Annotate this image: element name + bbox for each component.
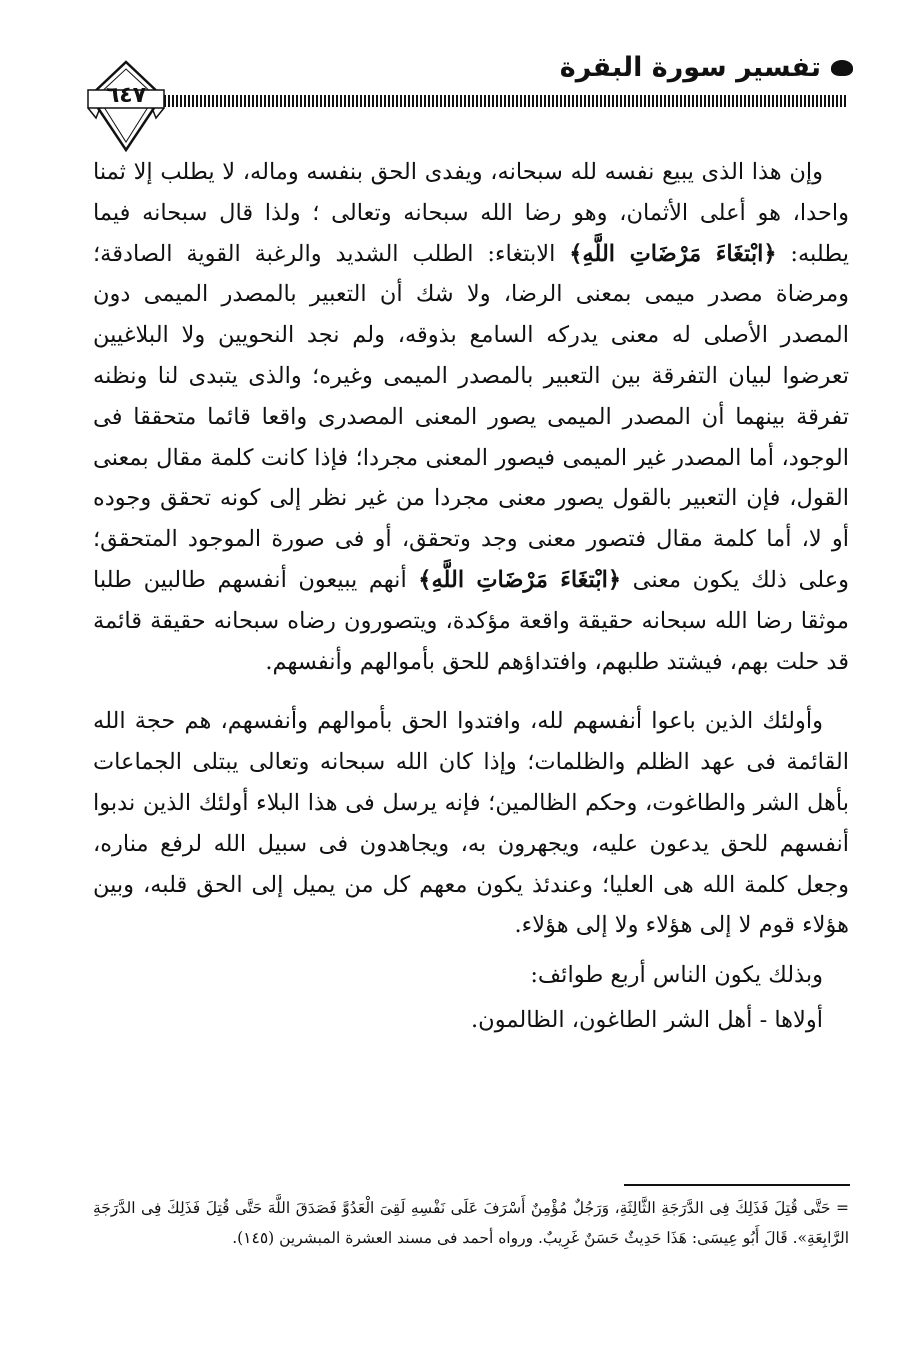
footnote: = حَتَّى قُتِلَ فَذَلِكَ فِى الدَّرَجَةِ الثَّالِثَةِ، وَرَجُلٌ مُؤْمِنٌ أَسْرَفَ عَلَى نَفْسِهِ لَقِىَ الْعَدُوَّ فَصَدَقَ اللَّهَ حَتَّى قُتِلَ فَذَلِكَ فِى الدَّرَجَةِ الرَّابِعَةِ». قَالَ أَبُو عِيسَى: هَذَا حَدِيثٌ حَسَنٌ غَرِيبٌ. ورواه أحمد فى مسند العشرة المبشرين (١٤٥). xyxy=(93,1199,849,1247)
quran-quote-2: ﴿ابْتغَاءَ مَرْضَاتِ اللَّهِ﴾ xyxy=(418,566,622,593)
page-number: ٦٤٧ xyxy=(105,83,147,108)
header-rule xyxy=(160,95,848,107)
paragraph-3: وبذلك يكون الناس أربع طوائف: xyxy=(530,962,823,989)
paragraph-1-text-a: وإن هذا الذى يبيع نفسه لله سبحانه، ويفدى الحق بنفسه وماله، لا يطلب إلا ثمنا واحدا، هو أعلى الأثمان، وهو رضا الله سبحانه وتعالى ؛ ولذا قال سبحانه فيما يطلبه: xyxy=(93,159,849,267)
page-header xyxy=(0,0,923,150)
running-title-text: تفسير سورة البقرة xyxy=(559,52,821,83)
paragraph-1-text-c: أنهم يبيعون أنفسهم طالبين طلبا موثقا رضا الله سبحانه حقيقة واقعة مؤكدة، ويتصورون رضاه سبحانه حقيقة قائمة قد حلت بهم، فيشتد طلبهم، وافتداؤهم للحق بأموالهم وأنفسهم. xyxy=(93,566,849,675)
paragraph-2: وأولئك الذين باعوا أنفسهم لله، وافتدوا الحق بأموالهم وأنفسهم، هم حجة الله القائمة فى عهد الظلم والظلمات؛ وإذا كان الله سبحانه وتعالى يبتلى الجماعات بأهل الشر والطاغوت، وحكم الظالمين؛ فإنه يرسل فى هذا البلاء أولئك الذين ندبوا أنفسهم للحق يدعون عليه، ويجهرون به، ويجاهدون فى سبيل الله لرفع مناره، وجعل كلمة الله هى العليا؛ وعندئذ يكون معهم كل من يميل إلى الحق قلبه، وبين هؤلاء قوم لا إلى هؤلاء ولا إلى هؤلاء. xyxy=(93,708,849,939)
ornament-icon xyxy=(831,60,853,76)
quran-quote-1: ﴿ابْتغَاءَ مَرْضَاتِ اللَّهِ﴾ xyxy=(569,240,777,267)
running-title xyxy=(560,52,853,83)
paragraph-4: أولاها - أهل الشر الطاغون، الظالمون. xyxy=(471,1006,823,1033)
paragraph-1 xyxy=(93,152,849,682)
footnote-divider xyxy=(624,1184,850,1186)
paragraph-1-text-b: الابتغاء: الطلب الشديد والرغبة القوية الصادقة؛ ومرضاة مصدر ميمى بمعنى الرضا، ولا شك أن التعبير بالمصدر الميمى دون المصدر الأصلى له معنى يدركه السامع بذوقه، ولم نجد النحويين ولا البلاغيين تعرضوا لبيان التفرقة بين التعبير بالمصدر الميمى وغيره؛ والذى يتبدى لنا ونظنه تفرقة بينهما أن المصدر الميمى يصور المعنى المصدرى واقعا قائما متحققا فى الوجود، أما المصدر غير الميمى فيصور المعنى مجردا؛ فإذا كانت كلمة مقال بمعنى القول، فإن التعبير بالقول يصور معنى مجردا من غير نظر إلى كونه تحقق وجوده أو لا، أما كلمة مقال فتصور معنى وجد وتحقق، أو فى صورة الموجود المتحقق؛ وعلى ذلك يكون معنى xyxy=(93,240,849,593)
main-text xyxy=(93,152,849,1041)
